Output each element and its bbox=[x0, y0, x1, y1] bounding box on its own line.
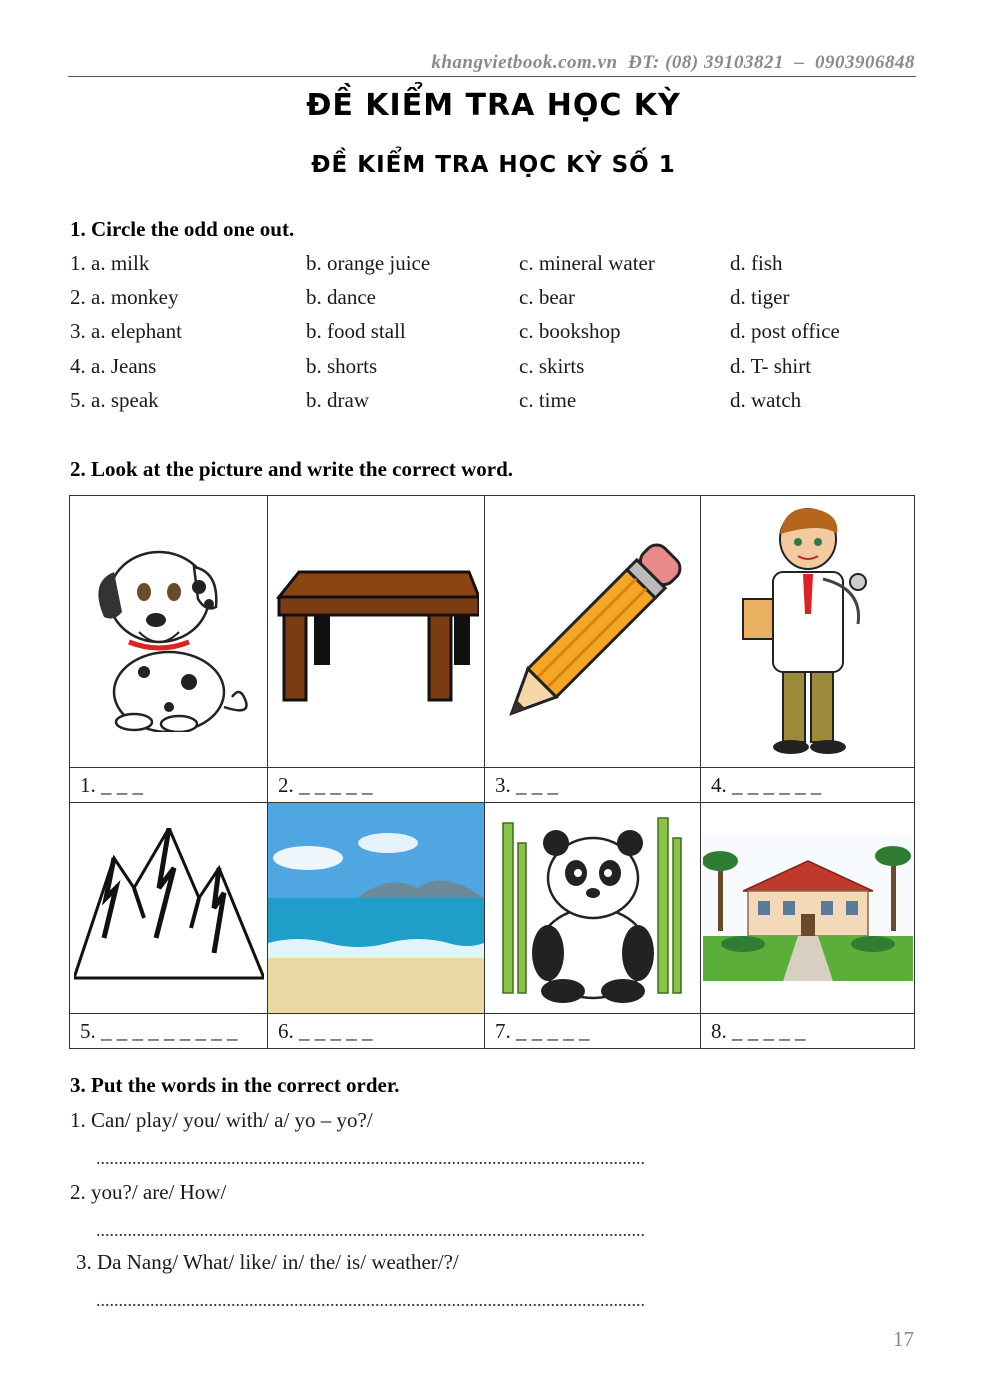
reorder-item: 3. Da Nang/ What/ like/ in/ the/ is/ weather/?/ bbox=[76, 1250, 459, 1274]
doctor-picture bbox=[733, 504, 883, 759]
beach-picture bbox=[268, 803, 484, 1013]
answer-label: 5. _ _ _ _ _ _ _ _ _ bbox=[70, 1014, 268, 1049]
picture-cell bbox=[701, 496, 915, 768]
option: b. food stall bbox=[306, 319, 406, 343]
house-picture bbox=[703, 836, 913, 981]
answer-line[interactable]: .......................................................................................................................... bbox=[96, 1148, 645, 1168]
option: 4. a. Jeans bbox=[70, 354, 157, 378]
option: d. watch bbox=[730, 388, 802, 412]
header-phone: ĐT: (08) 39103821 – 0903906848 bbox=[628, 52, 915, 73]
answer-label: 6. _ _ _ _ _ bbox=[268, 1014, 485, 1049]
option: b. dance bbox=[306, 285, 376, 309]
option: c. mineral water bbox=[519, 251, 655, 275]
answer-label: 4. _ _ _ _ _ _ bbox=[701, 768, 915, 803]
sub-title: ĐỀ KIỂM TRA HỌC KỲ SỐ 1 bbox=[311, 152, 676, 178]
option: d. T- shirt bbox=[730, 354, 812, 378]
option: 2. a. monkey bbox=[70, 285, 179, 309]
option: d. fish bbox=[730, 251, 783, 275]
section2-heading: 2. Look at the picture and write the correct word. bbox=[70, 457, 514, 481]
picture-cell bbox=[701, 803, 915, 1014]
panda-picture bbox=[488, 813, 698, 1003]
picture-table bbox=[69, 495, 915, 1049]
main-title: ĐỀ KIỂM TRA HỌC KỲ bbox=[306, 88, 681, 123]
header-divider bbox=[68, 76, 916, 77]
option: c. skirts bbox=[519, 354, 585, 378]
picture-cell bbox=[70, 496, 268, 768]
reorder-item: 2. you?/ are/ How/ bbox=[70, 1180, 227, 1204]
header-site: khangvietbook.com.vn bbox=[431, 52, 618, 73]
table-picture bbox=[274, 562, 479, 702]
answer-line[interactable]: .......................................................................................................................... bbox=[96, 1220, 645, 1240]
option: c. time bbox=[519, 388, 577, 412]
picture-cell bbox=[268, 803, 485, 1014]
picture-cell bbox=[485, 496, 701, 768]
dog-picture bbox=[74, 532, 264, 732]
answer-label: 1. _ _ _ bbox=[70, 768, 268, 803]
answer-line[interactable]: .......................................................................................................................... bbox=[96, 1290, 645, 1310]
option: c. bear bbox=[519, 285, 575, 309]
option: 5. a. speak bbox=[70, 388, 159, 412]
section3-heading: 3. Put the words in the correct order. bbox=[70, 1073, 400, 1097]
section1-heading: 1. Circle the odd one out. bbox=[70, 217, 295, 241]
picture-cell bbox=[70, 803, 268, 1014]
pencil-picture bbox=[503, 532, 683, 732]
page-header bbox=[431, 52, 915, 74]
answer-label: 7. _ _ _ _ _ bbox=[485, 1014, 701, 1049]
picture-cell bbox=[485, 803, 701, 1014]
mountain-picture bbox=[74, 828, 264, 988]
option: b. shorts bbox=[306, 354, 378, 378]
answer-label: 2. _ _ _ _ _ bbox=[268, 768, 485, 803]
page-number: 17 bbox=[893, 1327, 914, 1351]
option: d. tiger bbox=[730, 285, 790, 309]
option: d. post office bbox=[730, 319, 840, 343]
answer-label: 8. _ _ _ _ _ bbox=[701, 1014, 915, 1049]
option: b. orange juice bbox=[306, 251, 431, 275]
option: 3. a. elephant bbox=[70, 319, 182, 343]
reorder-item: 1. Can/ play/ you/ with/ a/ yo – yo?/ bbox=[70, 1108, 373, 1132]
picture-cell bbox=[268, 496, 485, 768]
option: 1. a. milk bbox=[70, 251, 150, 275]
answer-label: 3. _ _ _ bbox=[485, 768, 701, 803]
option: c. bookshop bbox=[519, 319, 621, 343]
option: b. draw bbox=[306, 388, 369, 412]
